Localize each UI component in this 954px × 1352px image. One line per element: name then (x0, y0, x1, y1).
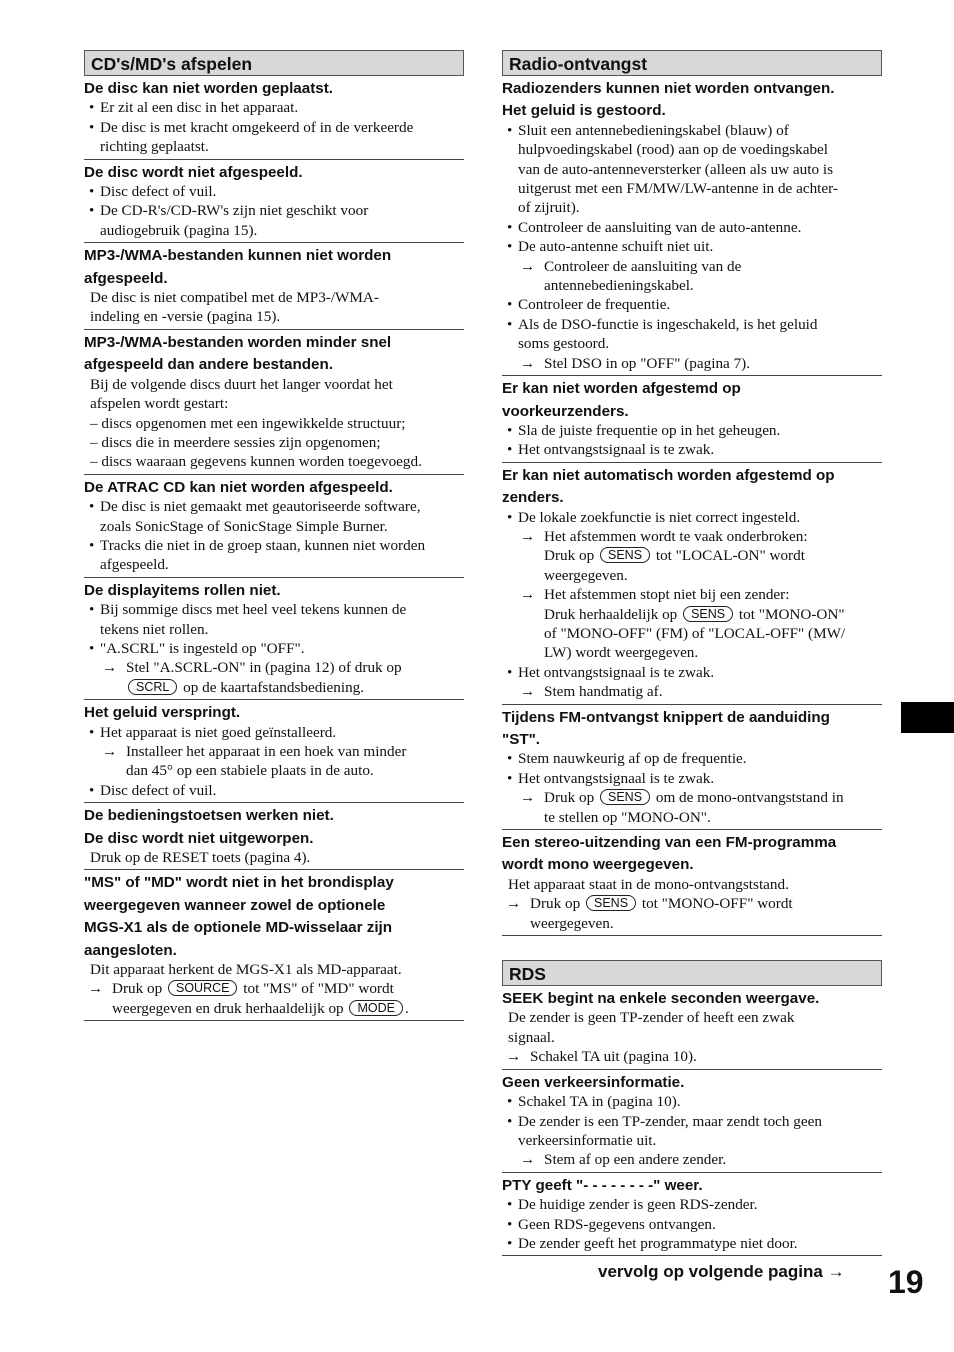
solution-line (502, 1234, 882, 1253)
line-text: zoals SonicStage of SonicStage Simple Burner. (100, 517, 388, 535)
problem-title: PTY geeft "- - - - - - - -" weer. (502, 1176, 703, 1194)
arrow-icon: → (520, 1151, 536, 1169)
line-text: De auto-antenne schuift niet uit. (518, 238, 714, 256)
line-text: Controleer de frequentie. (518, 296, 671, 314)
troubleshoot-entry (84, 246, 464, 330)
solution-line (84, 620, 464, 639)
troubleshoot-entry (84, 703, 464, 803)
arrow-icon: → (520, 257, 536, 275)
problem-title: De bedieningstoetsen werken niet. (84, 807, 334, 825)
solution-line (84, 555, 464, 574)
solution-line (502, 218, 882, 237)
solution-line (502, 527, 882, 546)
line-text: tot "MS" of "MD" wordt (243, 980, 394, 998)
continue-text: vervolg op volgende pagina (598, 1262, 823, 1281)
line-text: of zijruit). (518, 199, 580, 217)
solution-line (502, 585, 882, 604)
solution-line (502, 1195, 882, 1214)
solution-line (84, 723, 464, 742)
troubleshoot-entry (84, 333, 464, 475)
bullet-icon: • (507, 1093, 513, 1111)
solution-line (84, 979, 464, 998)
solution-line (502, 295, 882, 314)
arrow-icon: → (520, 354, 536, 372)
solution-line (84, 639, 464, 658)
solution-line (502, 624, 882, 643)
solution-line (502, 605, 882, 624)
solution-line (502, 894, 882, 913)
problem-title: Er kan niet automatisch worden afgestemd op (502, 466, 835, 484)
solution-line (84, 221, 464, 240)
line-text: Druk op (530, 895, 581, 913)
solution-line (502, 682, 882, 701)
problem-title: aangesloten. (84, 941, 177, 959)
troubleshoot-entry (502, 466, 882, 705)
bullet-icon: • (89, 536, 95, 554)
line-text: Stel DSO in op "OFF" (pagina 7). (544, 354, 751, 372)
line-text: Dit apparaat herkent de MGS-X1 als MD-apparaat. (90, 961, 402, 979)
line-text: Tracks die niet in de groep staan, kunnen niet worden (100, 536, 426, 554)
section-title-radio: Radio-ontvangst (502, 50, 882, 76)
arrow-icon: → (520, 527, 536, 545)
line-text: Druk op (544, 789, 595, 807)
line-text: op de kaartafstandsbediening. (183, 678, 365, 696)
line-text: Schakel TA uit (pagina 10). (530, 1048, 697, 1066)
bullet-icon: • (89, 723, 95, 741)
line-text: tot "MONO-ON" (738, 605, 845, 623)
troubleshoot-entry (502, 708, 882, 830)
line-text: verkeersinformatie uit. (518, 1131, 657, 1149)
solution-line (502, 1150, 882, 1169)
line-text: De huidige zender is geen RDS-zender. (518, 1196, 758, 1214)
button-label-icon: SENS (600, 547, 650, 563)
solution-line (502, 1028, 882, 1047)
solution-line (502, 1112, 882, 1131)
bullet-icon: • (507, 421, 513, 439)
solution-line (84, 137, 464, 156)
bullet-icon: • (507, 315, 513, 333)
arrow-icon: → (520, 586, 536, 604)
line-text: audiogebruik (pagina 15). (100, 221, 258, 239)
problem-title: "MS" of "MD" wordt niet in het brondisplay (84, 874, 394, 892)
solution-line (502, 276, 882, 295)
arrow-icon: → (102, 659, 118, 677)
solution-line (84, 98, 464, 117)
line-text: weergegeven. (530, 914, 614, 932)
line-text: signaal. (508, 1028, 555, 1046)
problem-title: weergegeven wanneer zowel de optionele (84, 896, 386, 914)
line-text: – discs die in meerdere sessies zijn opgenomen; (90, 433, 381, 451)
solution-line (502, 198, 882, 217)
line-text: Sluit een antennebedieningskabel (blauw) of (518, 121, 789, 139)
solution-line (84, 600, 464, 619)
bullet-icon: • (89, 781, 95, 799)
solution-line (502, 1215, 882, 1234)
line-text: Geen RDS-gegevens ontvangen. (518, 1215, 716, 1233)
solution-line (502, 875, 882, 894)
problem-title: De disc wordt niet afgespeeld. (84, 163, 303, 181)
button-label-icon: SENS (683, 606, 733, 622)
line-text: Stem nauwkeurig af op de frequentie. (518, 750, 747, 768)
solution-line (502, 140, 882, 159)
arrow-icon: → (520, 683, 536, 701)
solution-line (502, 121, 882, 140)
bullet-icon: • (507, 218, 513, 236)
problem-title: Het geluid verspringt. (84, 704, 241, 722)
page-number: 19 (888, 1264, 924, 1300)
line-text: van de auto-antenneversterker (alleen als uw auto is (518, 160, 834, 178)
solution-line (502, 914, 882, 933)
line-text: indeling en -versie (pagina 15). (90, 308, 281, 326)
troubleshoot-entry (84, 806, 464, 870)
problem-title: MGS-X1 als de optionele MD-wisselaar zijn (84, 919, 393, 937)
solution-line (84, 433, 464, 452)
solution-line (502, 334, 882, 353)
line-text: Het afstemmen stopt niet bij een zender: (544, 586, 790, 604)
solution-line (84, 497, 464, 516)
continue-arrow-icon: → (827, 1262, 845, 1281)
solution-line (502, 179, 882, 198)
line-text: Het afstemmen wordt te vaak onderbroken: (544, 527, 808, 545)
rds-entries (502, 989, 882, 1256)
line-text: Het apparaat staat in de mono-ontvangststand. (508, 875, 789, 893)
solution-line (502, 1092, 882, 1111)
troubleshoot-entry (84, 79, 464, 160)
problem-title: afgespeeld dan andere bestanden. (84, 356, 333, 374)
problem-title: Er kan niet worden afgestemd op (502, 380, 741, 398)
problem-title: zenders. (502, 489, 564, 507)
line-text: Installeer het apparaat in een hoek van minder (126, 743, 407, 760)
problem-title: MP3-/WMA-bestanden worden minder snel (84, 333, 392, 351)
line-text: De zender is een TP-zender, maar zendt toch geen (518, 1112, 822, 1130)
line-text: Stel "A.SCRL-ON" in (pagina 12) of druk op (126, 659, 402, 677)
line-text: De lokale zoekfunctie is niet correct ingesteld. (518, 508, 801, 526)
problem-title: "ST". (502, 731, 541, 748)
arrow-icon: → (520, 789, 536, 807)
line-text: "A.SCRL" is ingesteld op "OFF". (100, 639, 305, 657)
bullet-icon: • (507, 238, 513, 256)
solution-line (84, 394, 464, 413)
line-text: Druk herhaaldelijk op (544, 605, 678, 623)
line-text: tot "MONO-OFF" wordt (641, 895, 793, 913)
line-text: De disc is niet compatibel met de MP3-/WMA- (90, 289, 379, 307)
bullet-icon: • (89, 118, 95, 136)
bullet-icon: • (89, 498, 95, 516)
troubleshoot-entry (502, 1073, 882, 1173)
line-text: weergegeven en druk herhaaldelijk op (112, 999, 344, 1017)
left-entries (84, 79, 464, 1021)
line-text: Stem af op een andere zender. (544, 1151, 727, 1169)
solution-line (502, 808, 882, 827)
bullet-icon: • (89, 601, 95, 619)
bullet-icon: • (507, 1112, 513, 1130)
button-label-icon: MODE (349, 1000, 403, 1016)
line-text: De disc is met kracht omgekeerd of in de verkeerde (100, 118, 414, 136)
problem-title: Het geluid is gestoord. (502, 102, 666, 120)
bullet-icon: • (89, 183, 95, 201)
line-text: Controleer de aansluiting van de (544, 257, 742, 275)
troubleshoot-entry (84, 581, 464, 700)
solution-line (84, 288, 464, 307)
solution-line (84, 848, 464, 867)
line-text: De zender geeft het programmatype niet door. (518, 1234, 798, 1252)
line-text: tot "LOCAL-ON" wordt (655, 547, 805, 565)
troubleshoot-entry (84, 163, 464, 244)
right-column (502, 50, 882, 1256)
problem-title: De disc kan niet worden geplaatst. (84, 80, 333, 97)
solution-line (84, 307, 464, 326)
line-text: of "MONO-OFF" (FM) of "LOCAL-OFF" (MW/ (544, 624, 846, 642)
solution-line (502, 1008, 882, 1027)
line-text: De disc is niet gemaakt met geautoriseerde software, (100, 498, 421, 516)
bullet-icon: • (507, 769, 513, 787)
troubleshoot-entry (502, 989, 882, 1070)
line-text: soms gestoord. (518, 335, 610, 353)
problem-title: Een stereo-uitzending van een FM-programma (502, 834, 837, 852)
solution-line (502, 421, 882, 440)
bullet-icon: • (507, 663, 513, 681)
solution-line (84, 536, 464, 555)
arrow-icon: → (506, 895, 522, 913)
line-text: – discs waaraan gegevens kunnen worden toegevoegd. (90, 453, 422, 471)
button-label-icon: SOURCE (168, 980, 237, 996)
line-text: – discs opgenomen met een ingewikkelde structuur; (90, 414, 406, 432)
button-label-icon: SENS (600, 789, 650, 805)
line-text: Het apparaat is niet goed geïnstalleerd. (100, 723, 337, 741)
problem-title: Radiozenders kunnen niet worden ontvangen. (502, 80, 835, 97)
button-label-icon: SCRL (128, 679, 177, 695)
solution-line (502, 160, 882, 179)
line-text: . (404, 999, 409, 1017)
line-text: Bij sommige discs met heel veel tekens kunnen de (100, 601, 407, 619)
troubleshoot-entry (502, 379, 882, 463)
solution-line (502, 663, 882, 682)
troubleshoot-entry (84, 873, 464, 1021)
line-text: Druk op (544, 547, 595, 565)
line-text: weergegeven. (544, 566, 628, 584)
problem-title: wordt mono weergegeven. (502, 856, 694, 874)
line-text: Disc defect of vuil. (100, 781, 217, 799)
line-text: De zender is geen TP-zender of heeft een zwak (508, 1009, 795, 1027)
solution-line (84, 414, 464, 433)
left-column (84, 50, 464, 1021)
line-text: Het ontvangstsignaal is te zwak. (518, 769, 715, 787)
bullet-icon: • (507, 296, 513, 314)
line-text: Bij de volgende discs duurt het langer voordat het (90, 375, 393, 393)
line-text: Disc defect of vuil. (100, 183, 217, 201)
section-title-rds: RDS (502, 960, 882, 986)
line-text: De CD-R's/CD-RW's zijn niet geschikt voor (100, 202, 369, 220)
line-text: tekens niet rollen. (100, 620, 209, 638)
section-tab-marker (901, 702, 954, 733)
solution-line (502, 354, 882, 373)
solution-line (84, 742, 464, 761)
line-text: Het ontvangstsignaal is te zwak. (518, 663, 715, 681)
solution-line (502, 315, 882, 334)
line-text: hulpvoedingskabel (rood) aan op de voedingskabel (518, 141, 828, 159)
line-text: Het ontvangstsignaal is te zwak. (518, 441, 715, 459)
arrow-icon: → (506, 1048, 522, 1066)
button-label-icon: SENS (586, 895, 636, 911)
solution-line (502, 1047, 882, 1066)
troubleshoot-entry (502, 79, 882, 376)
continue-note (598, 1262, 845, 1282)
line-text: om de mono-ontvangststand in (655, 789, 844, 807)
solution-line (84, 517, 464, 536)
bullet-icon: • (507, 441, 513, 459)
problem-title: De disc wordt niet uitgeworpen. (84, 829, 314, 847)
line-text: Controleer de aansluiting van de auto-antenne. (518, 218, 802, 236)
solution-line (84, 960, 464, 979)
section-title-cd-md: CD's/MD's afspelen (84, 50, 464, 76)
line-text: Er zit al een disc in het apparaat. (100, 99, 299, 117)
line-text: richting geplaatst. (100, 138, 209, 156)
problem-title: Tijdens FM-ontvangst knippert de aanduiding (502, 708, 830, 726)
solution-line (84, 118, 464, 137)
solution-line (502, 749, 882, 768)
problem-title: SEEK begint na enkele seconden weergave. (502, 990, 820, 1008)
line-text: afspelen wordt gestart: (90, 395, 229, 413)
line-text: uitgerust met een FM/MW/LW-antenne in de achter- (518, 180, 838, 198)
solution-line (502, 508, 882, 527)
bullet-icon: • (507, 1234, 513, 1252)
line-text: Druk op de RESET toets (pagina 4). (90, 849, 311, 867)
solution-line (84, 678, 464, 697)
solution-line (84, 761, 464, 780)
solution-line (84, 452, 464, 471)
troubleshoot-entry (502, 833, 882, 936)
solution-line (502, 643, 882, 662)
problem-title: afgespeeld. (84, 269, 168, 287)
bullet-icon: • (507, 508, 513, 526)
troubleshoot-entry (84, 478, 464, 578)
problem-title: MP3-/WMA-bestanden kunnen niet worden (84, 247, 392, 265)
solution-line (84, 999, 464, 1018)
line-text: Stem handmatig af. (544, 683, 663, 701)
solution-line (84, 781, 464, 800)
solution-line (502, 769, 882, 788)
solution-line (502, 546, 882, 565)
solution-line (502, 257, 882, 276)
bullet-icon: • (507, 121, 513, 139)
arrow-icon: → (102, 743, 118, 760)
bullet-icon: • (507, 1196, 513, 1214)
line-text: LW) wordt weergegeven. (544, 644, 699, 662)
solution-line (502, 788, 882, 807)
solution-line (502, 440, 882, 459)
line-text: te stellen op "MONO-ON". (544, 808, 711, 826)
solution-line (84, 658, 464, 677)
bullet-icon: • (89, 202, 95, 220)
bullet-icon: • (89, 639, 95, 657)
bullet-icon: • (507, 750, 513, 768)
line-text: antennebedieningskabel. (544, 277, 694, 295)
bullet-icon: • (507, 1215, 513, 1233)
solution-line (502, 237, 882, 256)
problem-title: De displayitems rollen niet. (84, 581, 281, 599)
line-text: dan 45° op een stabiele plaats in de auto. (126, 762, 374, 780)
problem-title: voorkeurzenders. (502, 402, 629, 420)
solution-line (84, 201, 464, 220)
line-text: Als de DSO-functie is ingeschakeld, is het geluid (518, 315, 818, 333)
arrow-icon: → (88, 980, 104, 998)
troubleshoot-entry (502, 1176, 882, 1257)
solution-line (502, 1131, 882, 1150)
line-text: Schakel TA in (pagina 10). (518, 1093, 681, 1111)
problem-title: De ATRAC CD kan niet worden afgespeeld. (84, 478, 393, 496)
solution-line (84, 182, 464, 201)
line-text: afgespeeld. (100, 556, 169, 574)
right-entries (502, 79, 882, 936)
solution-line (502, 566, 882, 585)
problem-title: Geen verkeersinformatie. (502, 1073, 685, 1091)
bullet-icon: • (89, 99, 95, 117)
solution-line (84, 375, 464, 394)
line-text: Sla de juiste frequentie op in het geheugen. (518, 421, 781, 439)
line-text: Druk op (112, 980, 163, 998)
